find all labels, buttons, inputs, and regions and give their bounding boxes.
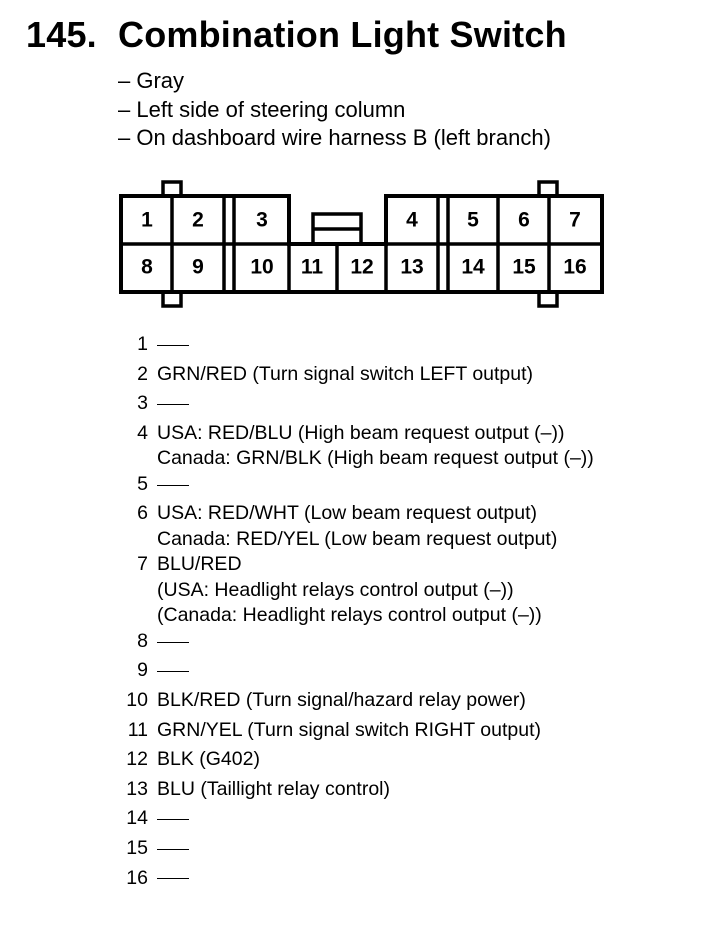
pin-label: 9 [192,255,204,279]
unused-pin-dash [157,819,189,820]
pin-label: 10 [250,255,274,279]
pin-number: 13 [126,777,148,800]
pin-number: 8 [137,629,148,652]
pin-description [157,362,704,388]
pin-description [157,747,704,773]
pin-wire-text: GRN/YEL (Turn signal switch RIGHT output) [157,718,541,741]
pin-row [0,747,704,777]
pin-description [157,629,704,655]
pin-description [157,552,704,629]
pin-wire-text: BLU (Taillight relay control) [157,777,391,800]
pin-description [157,718,704,744]
pin-row [0,421,704,472]
unused-pin-dash [157,849,189,850]
pin-number: 15 [126,837,148,860]
pin-label: 16 [563,255,587,279]
pin-description [157,501,704,552]
pin-number: 11 [127,718,148,741]
pin-label: 7 [569,208,581,232]
pin-number: 10 [126,689,148,712]
pin-wire-text: Canada: GRN/BLK (High beam request output (–)) [157,447,594,470]
pin-number: 3 [137,392,148,415]
pin-description [157,391,704,417]
pin-row [0,362,704,392]
pin-row [0,391,704,421]
pin-wire-text: GRN/RED (Turn signal switch LEFT output) [157,362,534,385]
pin-label: 11 [300,255,324,279]
pin-label: 13 [400,255,424,279]
pin-wire-text: BLU/RED [157,553,242,576]
pin-row [0,629,704,659]
pin-label: 1 [141,208,153,232]
pin-row [0,688,704,718]
pin-description [157,806,704,832]
unused-pin-dash [157,642,189,643]
connector-harness: – On dashboard wire harness B (left branch) [118,125,551,150]
unused-pin-dash [157,345,189,346]
unused-pin-dash [157,404,189,405]
pin-number: 4 [137,421,148,444]
pin-row [0,552,704,629]
pin-number: 6 [137,502,148,525]
pin-number: 14 [126,807,148,830]
connector-diagram [0,0,704,320]
unused-pin-dash [157,485,189,486]
pin-description [157,421,704,472]
unused-pin-dash [157,671,189,672]
pin-number: 7 [137,553,148,576]
pin-wire-text: Canada: RED/YEL (Low beam request output) [157,527,558,550]
section-number: 145. [26,14,97,55]
pin-label: 15 [512,255,536,279]
pin-number: 1 [137,333,148,355]
pin-description [157,866,704,892]
pin-number: 12 [126,748,148,771]
pin-number: 2 [137,362,148,385]
pin-list [0,332,704,895]
pin-row [0,718,704,748]
pin-description [157,332,704,358]
locking-tab-bottom-left [163,292,181,306]
pin-number: 16 [126,866,148,889]
section-title: Combination Light Switch [118,14,567,55]
pin-label: 8 [141,255,153,279]
pin-label: 5 [467,208,479,232]
pin-label: 12 [350,255,374,279]
pin-description [157,472,704,498]
pin-row [0,472,704,502]
pin-label: 14 [461,255,485,279]
connector-color: – Gray [118,68,185,93]
pin-wire-text: (Canada: Headlight relays control output (–)) [157,604,542,627]
pin-wire-text: BLK (G402) [157,748,260,771]
pin-wire-text: USA: RED/BLU (High beam request output (–)) [157,421,565,444]
connector-location: – Left side of steering column [118,97,406,122]
unused-pin-dash [157,878,189,879]
pin-row [0,501,704,552]
pin-row [0,806,704,836]
locking-tab-top-left [163,182,181,196]
pin-description [157,836,704,862]
pin-description [157,658,704,684]
pin-description [157,777,704,803]
pin-wire-text: USA: RED/WHT (Low beam request output) [157,502,538,525]
pin-number: 5 [137,472,148,495]
locking-tab-top-right [539,182,557,196]
pin-row [0,836,704,866]
pin-wire-text: (USA: Headlight relays control output (–)) [157,578,514,601]
pin-row [0,777,704,807]
pin-number: 9 [137,659,148,682]
pin-wire-text: BLK/RED (Turn signal/hazard relay power) [157,689,526,712]
pin-label: 6 [518,208,530,232]
pin-row [0,866,704,896]
pin-label: 2 [192,208,204,232]
pin-description [157,688,704,714]
pin-row [0,658,704,688]
pin-label: 3 [256,208,268,232]
locking-tab-bottom-right [539,292,557,306]
pin-row [0,332,704,362]
pin-label: 4 [406,208,418,232]
